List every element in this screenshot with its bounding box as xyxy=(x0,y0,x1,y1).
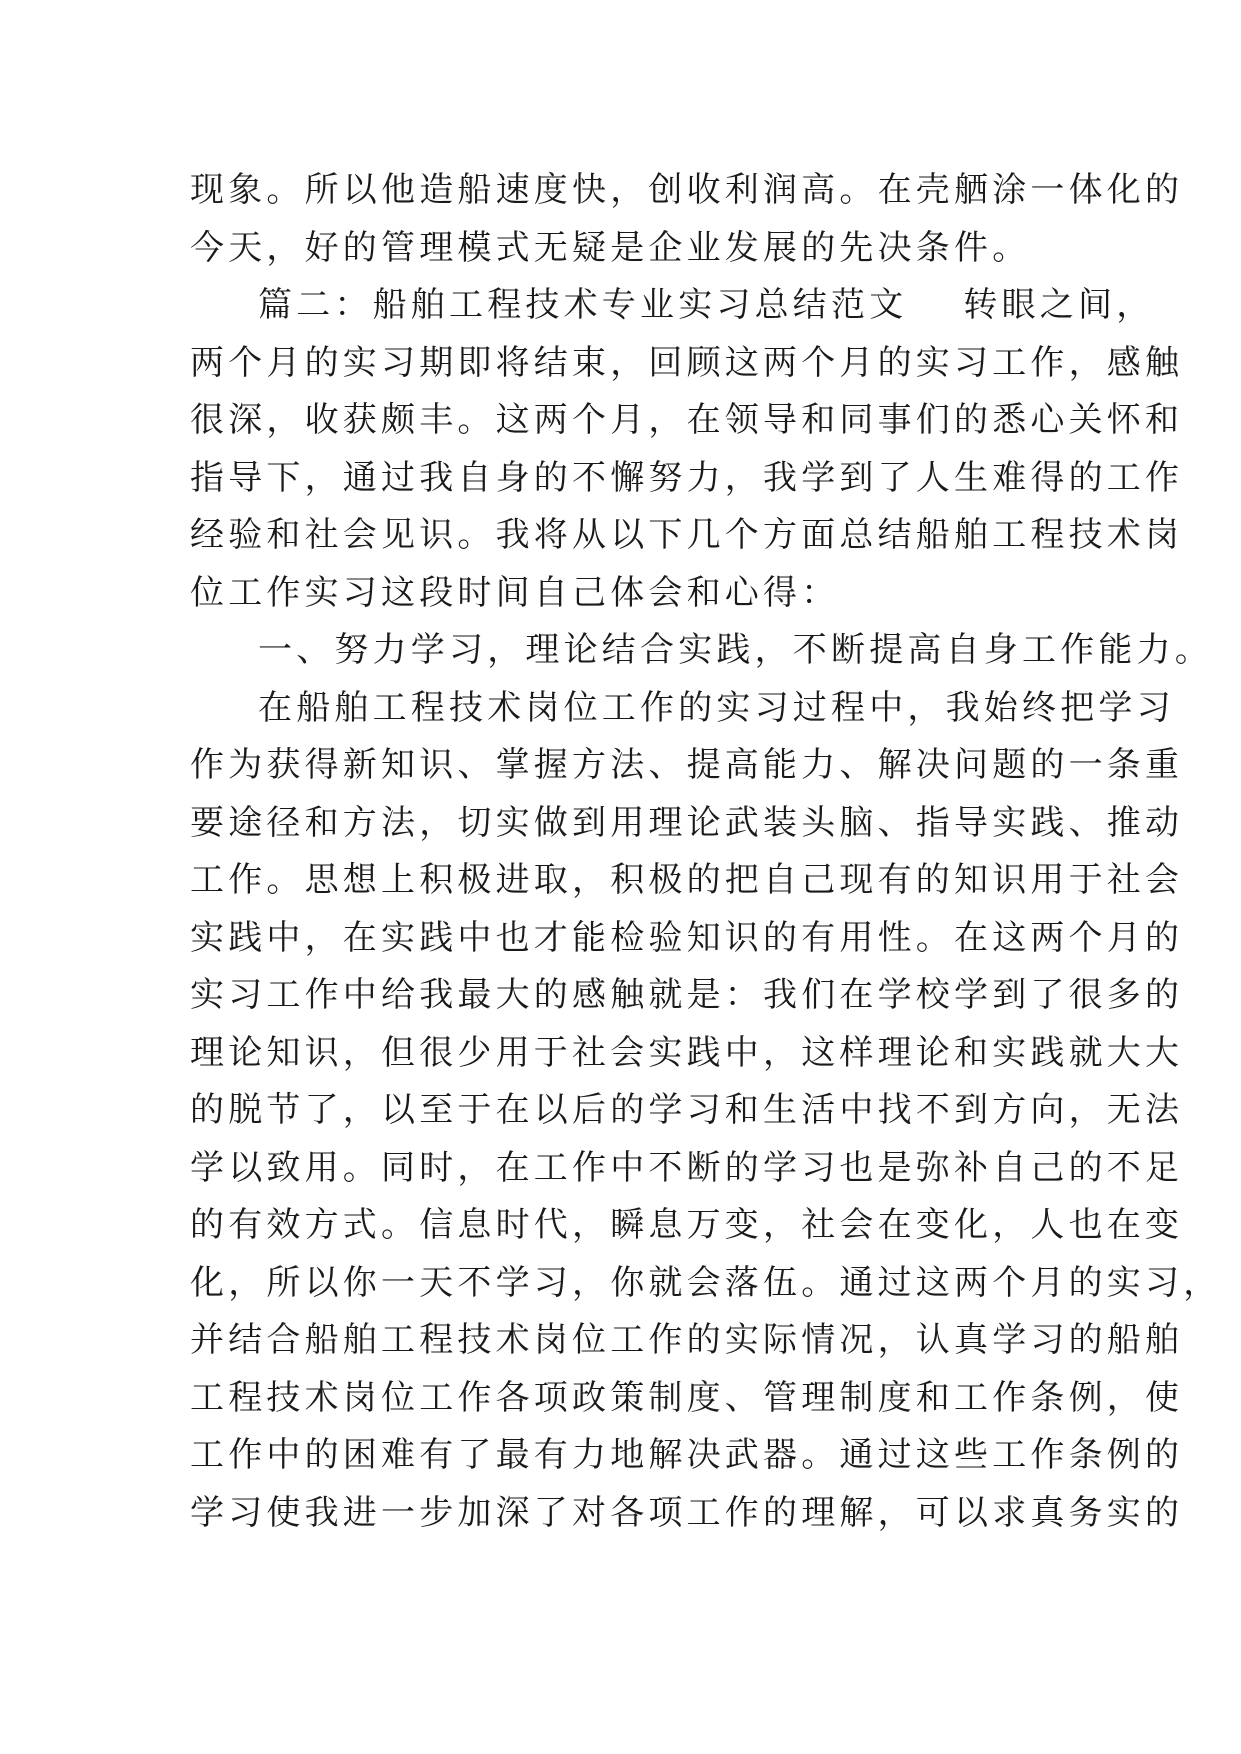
text-line: 位工作实习这段时间自己体会和心得： xyxy=(190,572,840,613)
text-line: 两个月的实习期即将结束，回顾这两个月的实习工作，感触 xyxy=(190,342,1184,383)
text-line: 要途径和方法，切实做到用理论武装头脑、指导实践、推动 xyxy=(190,802,1184,843)
text-line: 工作。思想上积极进取，积极的把自己现有的知识用于社会 xyxy=(190,860,1184,900)
document-body xyxy=(190,162,1222,1542)
section-heading-line xyxy=(190,277,1155,335)
text-line: 实践中，在实践中也才能检验知识的有用性。在这两个月的 xyxy=(190,917,1184,958)
text-line: 很深，收获颇丰。这两个月，在领导和同事们的悉心关怀和 xyxy=(190,400,1184,440)
text-line: 的有效方式。信息时代，瞬息万变，社会在变化，人也在变 xyxy=(190,1205,1184,1245)
text-line: 学以致用。同时，在工作中不断的学习也是弥补自己的不足 xyxy=(190,1147,1184,1188)
text-line: 指导下，通过我自身的不懈努力，我学到了人生难得的工作 xyxy=(190,457,1184,498)
text-line: 并结合船舶工程技术岗位工作的实际情况，认真学习的船舶 xyxy=(190,1320,1184,1360)
text-line-fragment: 转眼之间， xyxy=(963,285,1155,325)
text-line: 学习使我进一步加深了对各项工作的理解，可以求真务实的 xyxy=(190,1492,1184,1533)
text-line: 经验和社会见识。我将从以下几个方面总结船舶工程技术岗 xyxy=(190,515,1184,555)
text-line: 工作中的困难有了最有力地解决武器。通过这些工作条例的 xyxy=(190,1435,1184,1475)
text-line: 现象。所以他造船速度快，创收利润高。在壳舾涂一体化的 xyxy=(190,170,1184,210)
text-line: 化，所以你一天不学习，你就会落伍。通过这两个月的实习， xyxy=(190,1262,1222,1303)
text-line: 作为获得新知识、掌握方法、提高能力、解决问题的一条重 xyxy=(190,745,1184,785)
text-line: 今天，好的管理模式无疑是企业发展的先决条件。 xyxy=(190,227,1031,268)
text-line: 在船舶工程技术岗位工作的实习过程中，我始终把学习 xyxy=(258,687,1175,728)
text-line: 工程技术岗位工作各项政策制度、管理制度和工作条例，使 xyxy=(190,1377,1184,1418)
text-line: 实习工作中给我最大的感触就是：我们在学校学到了很多的 xyxy=(190,975,1184,1015)
text-line: 的脱节了，以至于在以后的学习和生活中找不到方向，无法 xyxy=(190,1090,1184,1130)
subheading-line: 一、努力学习，理论结合实践，不断提高自身工作能力。 xyxy=(258,630,1213,670)
section-heading: 篇二：船舶工程技术专业实习总结范文 xyxy=(258,285,908,325)
text-line: 理论知识，但很少用于社会实践中，这样理论和实践就大大 xyxy=(190,1032,1184,1073)
